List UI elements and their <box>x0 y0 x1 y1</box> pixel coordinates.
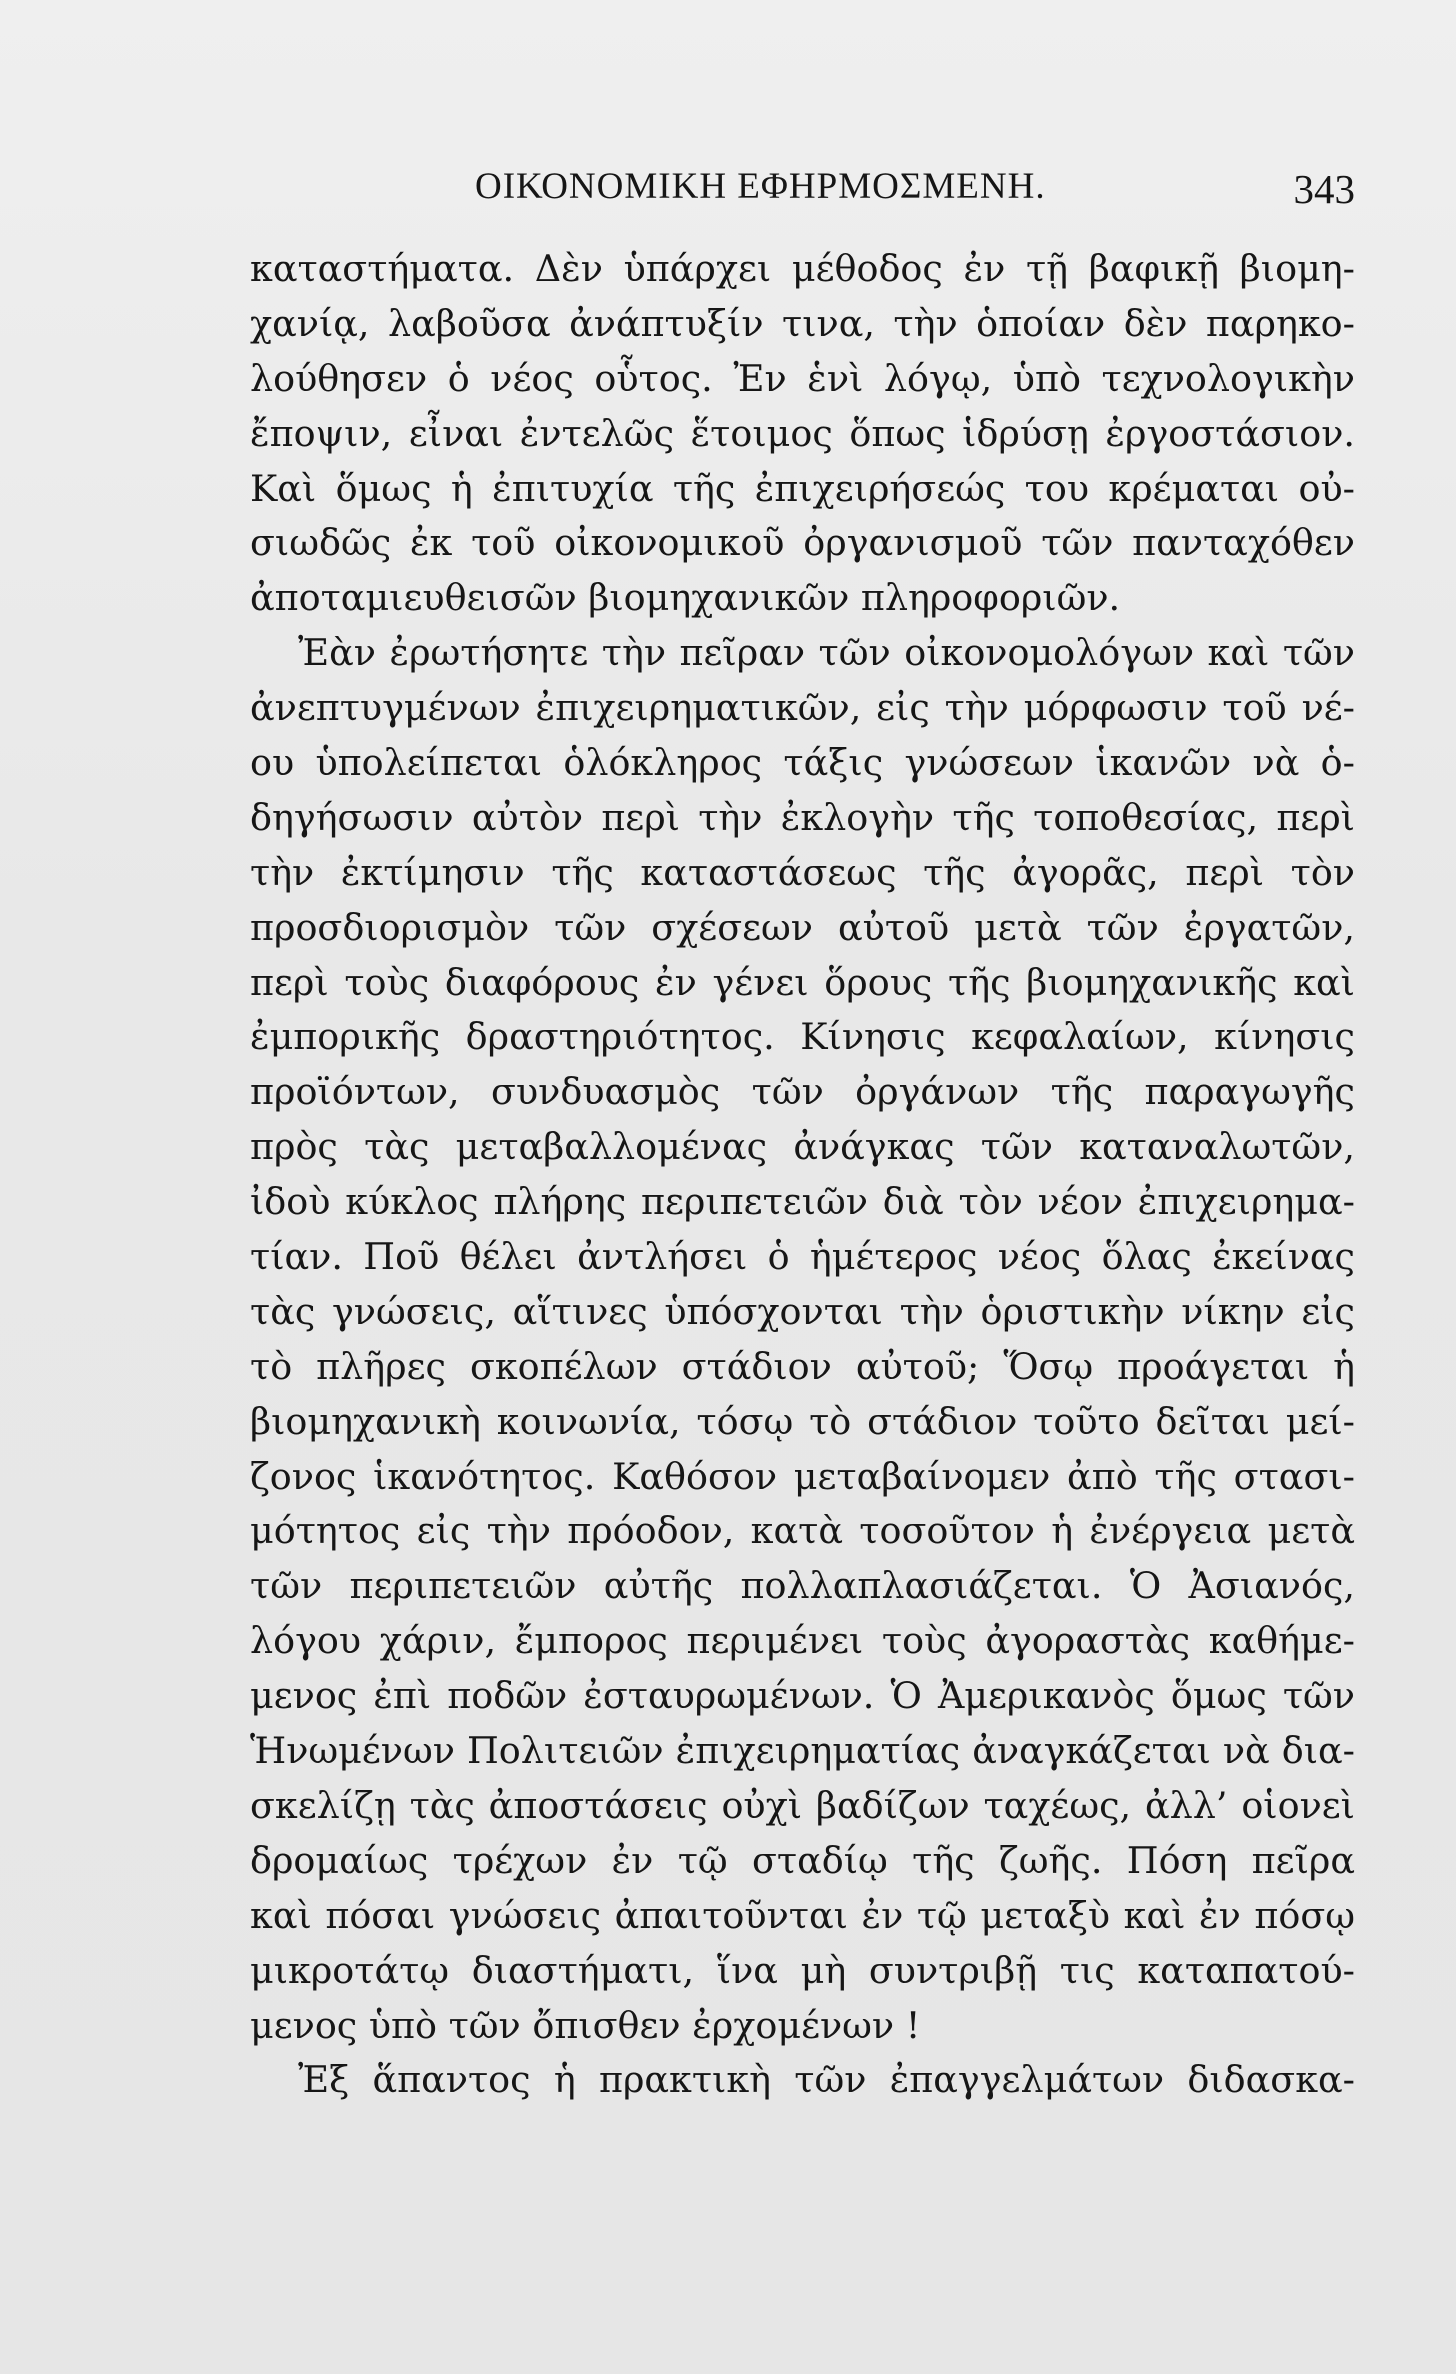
text-line: τὰς γνώσεις, αἵτινες ὑπόσχονται τὴν ὁριστικὴν νίκην εἰς <box>250 1289 1355 1333</box>
text-line: καὶ πόσαι γνώσεις ἀπαιτοῦνται ἐν τῷ μεταξὺ καὶ ἐν πόσῳ <box>250 1893 1355 1937</box>
page-header <box>250 165 1355 225</box>
text-line: τὸ πλῆρες σκοπέλων στάδιον αὐτοῦ; Ὅσῳ προάγεται ἡ <box>250 1344 1355 1388</box>
text-line: περὶ τοὺς διαφόρους ἐν γένει ὅρους τῆς βιομηχανικῆς καὶ <box>250 960 1355 1004</box>
text-line: προσδιορισμὸν τῶν σχέσεων αὐτοῦ μετὰ τῶν ἐργατῶν, <box>250 905 1355 949</box>
text-line: ἰδοὺ κύκλος πλήρης περιπετειῶν διὰ τὸν νέον ἐπιχειρημα- <box>250 1180 1355 1224</box>
text-line: πρὸς τὰς μεταβαλλομένας ἀνάγκας τῶν καταναλωτῶν, <box>250 1125 1355 1169</box>
text-line: μενος ἐπὶ ποδῶν ἐσταυρωμένων. Ὁ Ἀμερικανὸς ὅμως τῶν <box>250 1674 1355 1718</box>
text-line: καταστήματα. Δὲν ὑπάρχει μέθοδος ἐν τῇ βαφικῇ βιομη- <box>250 247 1355 290</box>
text-line: Ἡνωμένων Πολιτειῶν ἐπιχειρηματίας ἀναγκάζεται νὰ δια- <box>250 1729 1355 1773</box>
text-line: τῶν περιπετειῶν αὐτῆς πολλαπλασιάζεται. Ὁ Ἀσιανός, <box>250 1564 1355 1608</box>
text-line: χανίᾳ, λαβοῦσα ἀνάπτυξίν τινα, τὴν ὁποίαν δὲν παρηκο- <box>250 301 1355 345</box>
text-line: ἔποψιν, εἶναι ἐντελῶς ἕτοιμος ὅπως ἱδρύσῃ ἐργοστάσιον. <box>250 411 1355 455</box>
text-line: λόγου χάριν, ἔμπορος περιμένει τοὺς ἀγοραστὰς καθήμε- <box>250 1619 1355 1663</box>
text-line: μικροτάτῳ διαστήματι, ἵνα μὴ συντριβῇ τις καταπατού- <box>250 1948 1355 1992</box>
text-line: ου ὑπολείπεται ὁλόκληρος τάξις γνώσεων ἱκανῶν νὰ ὁ- <box>250 741 1355 785</box>
text-line: Ἐξ ἅπαντος ἡ πρακτικὴ τῶν ἐπαγγελμάτων διδασκα- <box>298 2058 1355 2102</box>
text-line: ζονος ἱκανότητος. Καθόσον μεταβαίνομεν ἀπὸ τῆς στασι- <box>250 1454 1355 1498</box>
text-line: βιομηχανικὴ κοινωνία, τόσῳ τὸ στάδιον τοῦτο δεῖται μεί- <box>250 1399 1355 1443</box>
text-line: σιωδῶς ἐκ τοῦ οἰκονομικοῦ ὀργανισμοῦ τῶν πανταχόθεν <box>250 521 1355 565</box>
running-head: ΟΙΚΟΝΟΜΙΚΗ ΕΦΗΡΜΟΣΜΕΝΗ. <box>475 166 1046 207</box>
text-line: σκελίζῃ τὰς ἀποστάσεις οὐχὶ βαδίζων ταχέως, ἀλλ’ οἱονεὶ <box>250 1783 1355 1827</box>
text-line: προϊόντων, συνδυασμὸς τῶν ὀργάνων τῆς παραγωγῆς <box>250 1070 1355 1114</box>
text-line: ἐμπορικῆς δραστηριότητος. Κίνησις κεφαλαίων, κίνησις <box>250 1015 1355 1059</box>
text-line: Ἐὰν ἐρωτήσητε τὴν πεῖραν τῶν οἰκονομολόγων καὶ τῶν <box>298 631 1355 675</box>
text-line: ἀνεπτυγμένων ἐπιχειρηματικῶν, εἰς τὴν μόρφωσιν τοῦ νέ- <box>250 686 1355 730</box>
page-number: 343 <box>1293 166 1355 212</box>
body-text <box>250 242 1355 2108</box>
text-line: μενος ὑπὸ τῶν ὄπισθεν ἐρχομένων ! <box>250 2003 921 2047</box>
text-line: λούθησεν ὁ νέος οὗτος. Ἐν ἑνὶ λόγῳ, ὑπὸ τεχνολογικὴν <box>250 356 1355 400</box>
text-line: ἀποταμιευθεισῶν βιομηχανικῶν πληροφοριῶν. <box>250 576 1121 620</box>
text-line: Καὶ ὅμως ἡ ἐπιτυχία τῆς ἐπιχειρήσεώς του κρέμαται οὐ- <box>250 466 1355 510</box>
text-line: δρομαίως τρέχων ἐν τῷ σταδίῳ τῆς ζωῆς. Πόση πεῖρα <box>250 1838 1355 1882</box>
text-line: μότητος εἰς τὴν πρόοδον, κατὰ τοσοῦτον ἡ ἐνέργεια μετὰ <box>250 1509 1355 1553</box>
text-line: τὴν ἐκτίμησιν τῆς καταστάσεως τῆς ἀγορᾶς, περὶ τὸν <box>250 850 1355 894</box>
text-line: δηγήσωσιν αὐτὸν περὶ τὴν ἐκλογὴν τῆς τοποθεσίας, περὶ <box>250 795 1355 839</box>
text-line: τίαν. Ποῦ θέλει ἀντλήσει ὁ ἡμέτερος νέος ὅλας ἐκείνας <box>250 1235 1355 1279</box>
